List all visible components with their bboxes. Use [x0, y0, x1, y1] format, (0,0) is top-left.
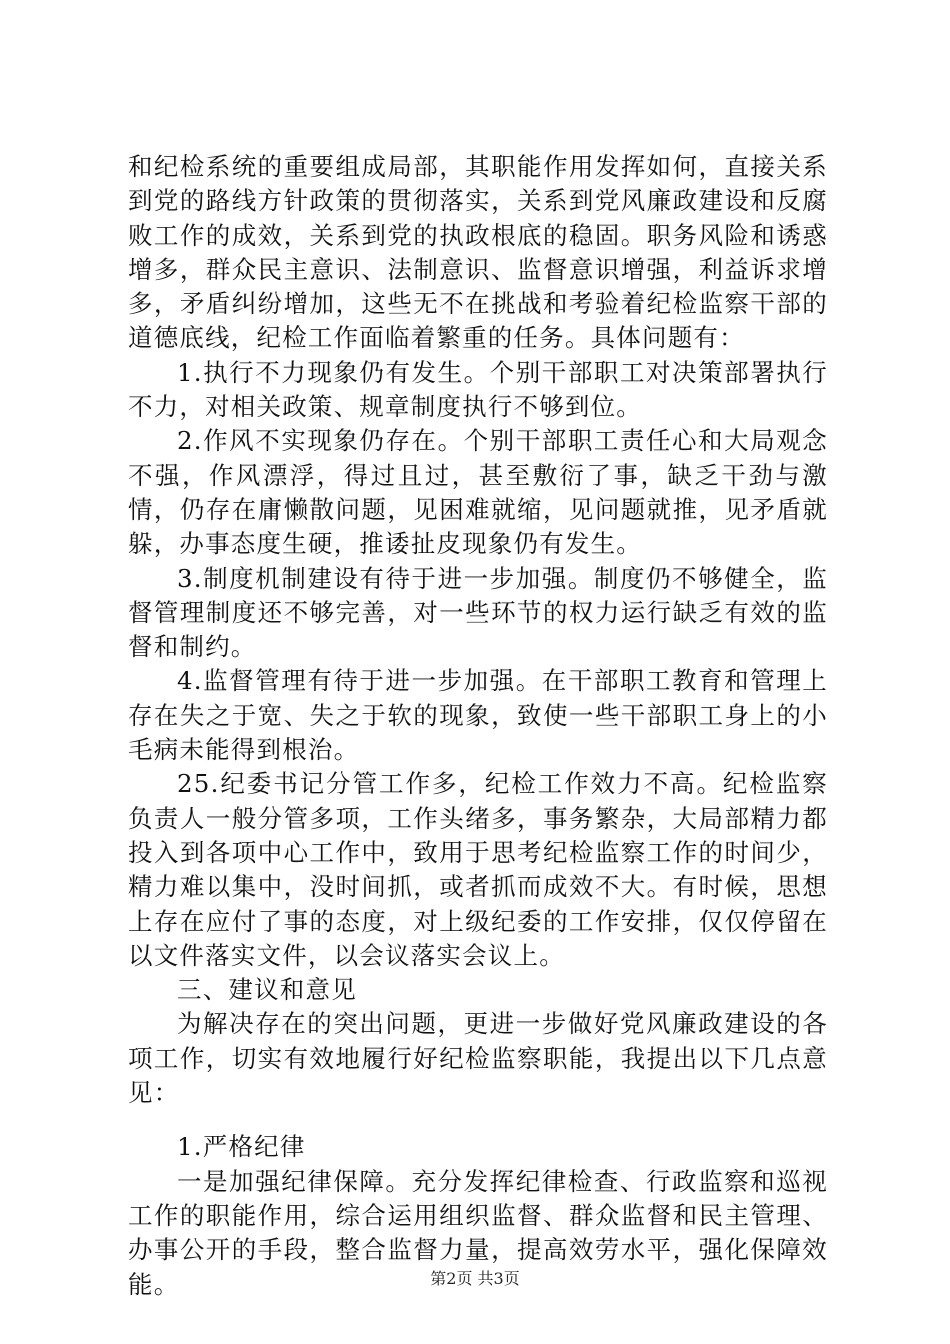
document-body [128, 150, 828, 1302]
paragraph-continuation: 和纪检系统的重要组成局部，其职能作用发挥如何，直接关系到党的路线方针政策的贯彻落实，关系到党风廉政建设和反腐败工作的成效，关系到党的执政根底的稳固。职务风险和诱惑增多，群众民主意识、法制意识、监督意识增强，利益诉求增多，矛盾纠纷增加，这些无不在挑战和考验着纪检监察干部的道德底线，纪检工作面临着繁重的任务。具体问题有： [128, 152, 828, 353]
paragraph-discipline-guarantee: 一是加强纪律保障。充分发挥纪律检查、行政监察和巡视工作的职能作用，综合运用组织监督、群众监督和民主管理、办事公开的手段，整合监督力量，提高效劳水平，强化保障效能。 [128, 1166, 828, 1299]
paragraph-item-4-supervision: 4.监督管理有待于进一步加强。在干部职工教育和管理上存在失之于宽、失之于软的现象，致使一些干部职工身上的小毛病未能得到根治。 [128, 666, 828, 765]
page-number-footer: 第2页 共3页 [430, 1269, 520, 1288]
section-heading-suggestions: 三、建议和意见 [177, 975, 357, 1005]
paragraph-item-1-execution: 1.执行不力现象仍有发生。个别干部职工对决策部署执行不力，对相关政策、规章制度执行不够到位。 [128, 357, 828, 422]
paragraph-suggestions-intro: 为解决存在的突出问题，更进一步做好党风廉政建设的各项工作，切实有效地履行好纪检监察职能，我提出以下几点意见： [128, 1009, 828, 1108]
paragraph-item-25-secretary: 25.纪委书记分管工作多，纪检工作效力不高。纪检监察负责人一般分管多项，工作头绪多，事务繁杂，大局部精力都投入到各项中心工作中，致用于思考纪检监察工作的时间少，精力难以集中，没时间抓，或者抓而成效不大。有时候，思想上存在应付了事的态度，对上级纪委的工作安排，仅仅停留在以文件落实文件，以会议落实会议上。 [128, 769, 828, 970]
paragraph-item-3-institution: 3.制度机制建设有待于进一步加强。制度仍不够健全，监督管理制度还不够完善，对一些环节的权力运行缺乏有效的监督和制约。 [128, 563, 828, 662]
paragraph-item-2-work-style: 2.作风不实现象仍存在。个别干部职工责任心和大局观念不强，作风漂浮，得过且过，甚至敷衍了事，缺乏干劲与激情，仍存在庸懒散问题，见困难就缩，见问题就推，见矛盾就躲，办事态度生硬，推诿扯皮现象仍有发生。 [128, 426, 828, 559]
subheading-strict-discipline: 1.严格纪律 [177, 1132, 306, 1162]
